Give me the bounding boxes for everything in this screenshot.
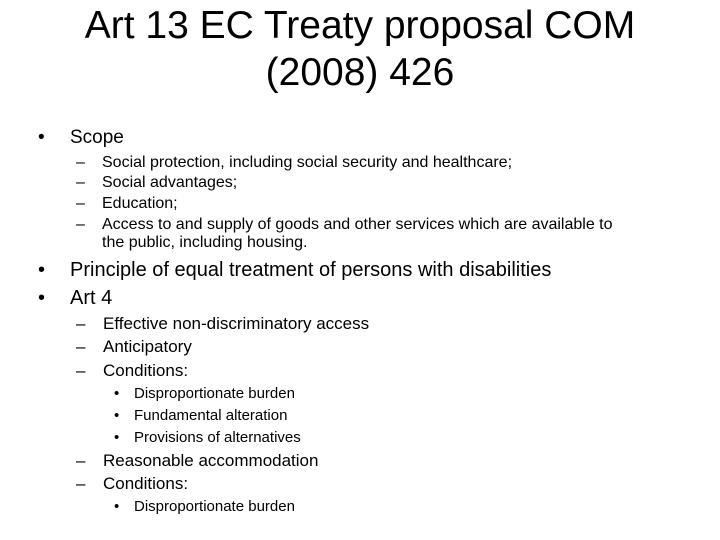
art4-item: – Anticipatory bbox=[76, 337, 192, 356]
condition-item: • Provisions of alternatives bbox=[114, 429, 301, 446]
title-line-2: (2008) 426 bbox=[265, 51, 455, 94]
art4-item: – Conditions: bbox=[76, 474, 189, 493]
scope-item: – Social protection, including social security and healthcare; bbox=[76, 154, 513, 171]
art4-item: – Effective non-discriminatory access bbox=[76, 314, 370, 333]
bullet-dot: • bbox=[114, 407, 120, 424]
bullet-dash: – bbox=[76, 451, 86, 470]
bullet-dash: – bbox=[76, 314, 86, 333]
bullet-dot: • bbox=[38, 127, 45, 148]
principle-text: Principle of equal treatment of persons with disabilities bbox=[70, 259, 552, 281]
bullet-dot: • bbox=[114, 429, 120, 446]
bullet-dash: – bbox=[76, 154, 85, 171]
scope-item: – Access to and supply of goods and other services which are available to bbox=[76, 216, 613, 233]
bullet-dash: – bbox=[76, 337, 86, 356]
bullet-dot: • bbox=[114, 498, 120, 515]
bullet-dot: • bbox=[38, 259, 46, 281]
title-line-1: Art 13 EC Treaty proposal COM bbox=[84, 4, 636, 47]
bullet-dash: – bbox=[76, 195, 85, 212]
condition-item: • Disproportionate burden bbox=[114, 385, 295, 402]
bullet-dot: • bbox=[114, 385, 120, 402]
condition-item: • Disproportionate burden bbox=[114, 498, 295, 515]
bullet-dash: – bbox=[76, 174, 85, 191]
bullet-dot: • bbox=[38, 287, 46, 309]
art4-item: – Reasonable accommodation bbox=[76, 451, 319, 470]
bullet-art4 bbox=[38, 286, 112, 310]
art4-item: – Conditions: bbox=[76, 361, 189, 380]
slide-title bbox=[40, 2, 680, 96]
condition-item: • Fundamental alteration bbox=[114, 407, 288, 424]
scope-heading: Scope bbox=[70, 127, 124, 148]
scope-item-continuation: the public, including housing. bbox=[102, 234, 308, 251]
scope-item: – Education; bbox=[76, 195, 178, 212]
scope-item: – Social advantages; bbox=[76, 174, 238, 191]
bullet-principle bbox=[38, 258, 551, 282]
bullet-scope bbox=[38, 127, 124, 149]
art4-heading: Art 4 bbox=[70, 287, 113, 309]
bullet-dash: – bbox=[76, 216, 85, 233]
bullet-dash: – bbox=[76, 474, 86, 493]
bullet-dash: – bbox=[76, 361, 86, 380]
